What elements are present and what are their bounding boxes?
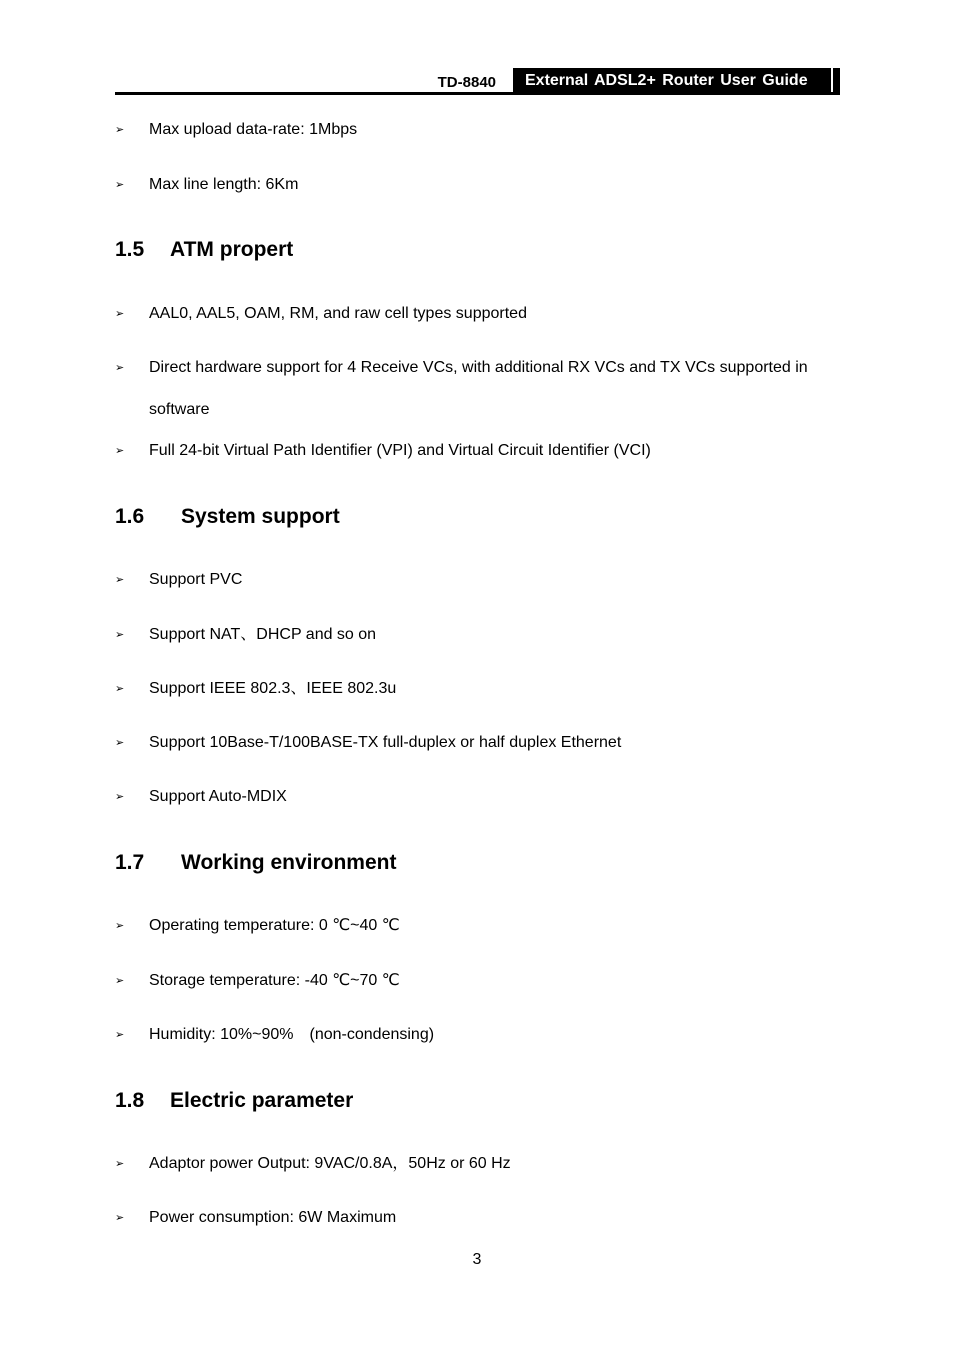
page-header [115, 68, 840, 94]
list-item-text: AAL0, AAL5, OAM, RM, and raw cell types supported [149, 305, 527, 322]
section-heading-1-7 [115, 850, 397, 876]
list-item-text: Support IEEE 802.3、IEEE 802.3u [149, 680, 397, 697]
header-tail [833, 68, 840, 94]
list-item-text: Adaptor power Output: 9VAC/0.8A，50Hz or 60 Hz [149, 1155, 511, 1172]
list-item-text: Support PVC [149, 571, 243, 588]
section-number: 1.6 [115, 505, 145, 528]
arrow-bullet-icon: ➢ [115, 445, 125, 457]
list-item-text: Operating temperature: 0 ℃~40 ℃ [149, 917, 400, 934]
list-item-text: Max upload data-rate: 1Mbps [149, 121, 358, 138]
section-heading-1-8 [115, 1088, 354, 1114]
list-item-text: Support 10Base-T/100BASE-TX full-duplex or half duplex Ethernet [149, 734, 622, 751]
section-heading-1-6 [115, 504, 340, 530]
section-title: Working environment [181, 851, 397, 874]
section-heading-1-5 [115, 237, 294, 263]
section-number: 1.8 [115, 1089, 145, 1112]
list-item-text: Direct hardware support for 4 Receive VCs, with additional RX VCs and TX VCs supported in software [149, 359, 808, 418]
arrow-bullet-icon: ➢ [115, 124, 125, 136]
list-item-text: Storage temperature: -40 ℃~70 ℃ [149, 972, 400, 989]
list-item-text: Power consumption: 6W Maximum [149, 1209, 397, 1226]
arrow-bullet-icon: ➢ [115, 574, 125, 586]
arrow-bullet-icon: ➢ [115, 920, 125, 932]
arrow-bullet-icon: ➢ [115, 975, 125, 987]
section-title: ATM propert [170, 238, 294, 261]
section-title: System support [181, 505, 340, 528]
page-number: 3 [472, 1251, 482, 1268]
list-item-text: Full 24-bit Virtual Path Identifier (VPI) and Virtual Circuit Identifier (VCI) [149, 442, 651, 459]
arrow-bullet-icon: ➢ [115, 737, 125, 749]
section-title: Electric parameter [170, 1089, 354, 1112]
section-number: 1.5 [115, 238, 145, 261]
arrow-bullet-icon: ➢ [115, 362, 125, 374]
arrow-bullet-icon: ➢ [115, 179, 125, 191]
arrow-bullet-icon: ➢ [115, 308, 125, 320]
arrow-bullet-icon: ➢ [115, 1158, 125, 1170]
header-title: External ADSL2+ Router User Guide [513, 68, 831, 92]
arrow-bullet-icon: ➢ [115, 1212, 125, 1224]
list-item-text: Support Auto-MDIX [149, 788, 287, 805]
arrow-bullet-icon: ➢ [115, 683, 125, 695]
arrow-bullet-icon: ➢ [115, 629, 125, 641]
arrow-bullet-icon: ➢ [115, 1029, 125, 1041]
header-rule [115, 92, 840, 95]
list-item-text: Support NAT、DHCP and so on [149, 626, 377, 643]
section-number: 1.7 [115, 851, 145, 874]
arrow-bullet-icon: ➢ [115, 791, 125, 803]
header-model: TD-8840 [437, 74, 496, 91]
list-item-text: Max line length: 6Km [149, 176, 299, 193]
list-item-text: Humidity: 10%~90% (non-condensing) [149, 1026, 435, 1043]
